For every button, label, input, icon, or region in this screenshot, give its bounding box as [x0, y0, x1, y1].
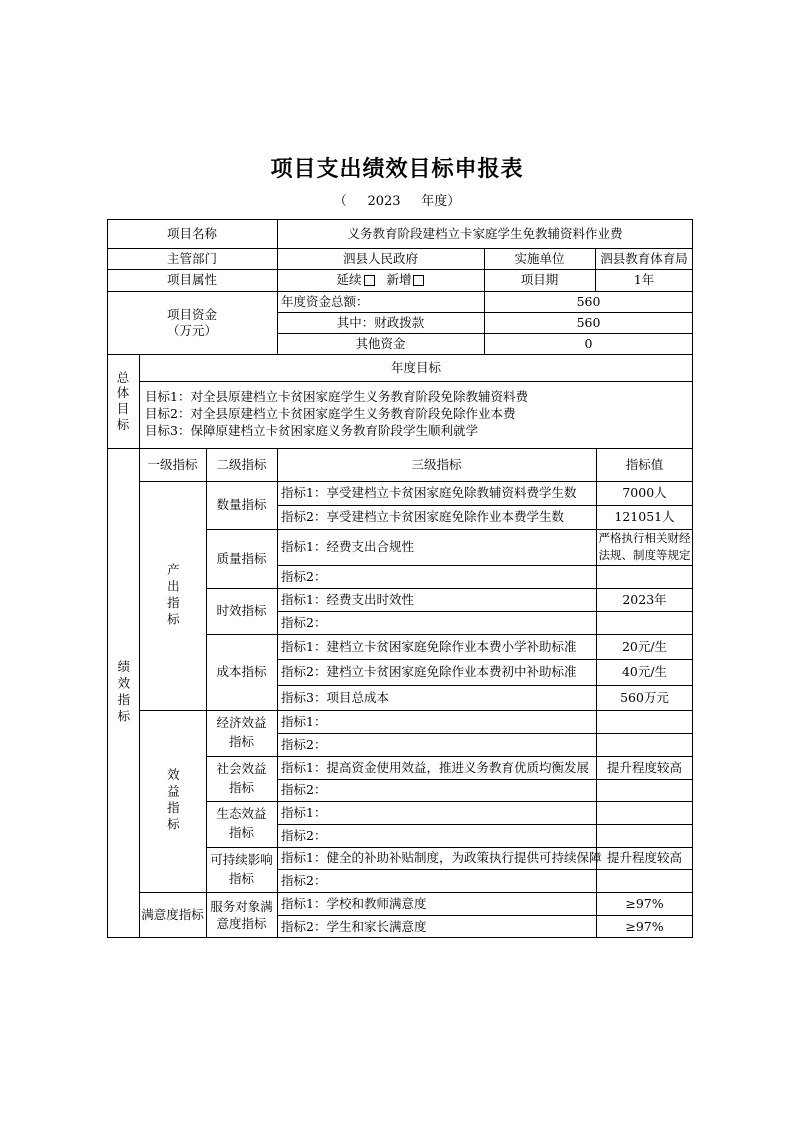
level1-satisfaction: 满意度指标: [141, 907, 204, 923]
other-funds-value: 0: [584, 335, 593, 351]
attribute-label: 项目属性: [166, 272, 217, 288]
indicator-text: 指标1：: [281, 713, 327, 729]
goal-item: 目标2：对全县原建档立卡贫困家庭学生义务教育阶段免除作业本费: [145, 406, 516, 422]
indicator-text: 指标2：: [281, 782, 327, 798]
perf-label-text: 绩效指标: [115, 660, 131, 726]
indicator-value: [596, 611, 693, 634]
indicator-value: [596, 801, 693, 824]
indicator-text: 指标1：学校和教师满意度: [281, 895, 427, 911]
indicator-text: 指标1：经费支出时效性: [281, 591, 414, 607]
page-title: 项目支出绩效目标申报表: [270, 156, 524, 182]
indicator-text: 指标1：经费支出合规性: [281, 539, 414, 555]
checkbox-new: [413, 275, 424, 286]
period-label: 项目期: [520, 272, 559, 288]
indicator-value: 40元/生: [621, 664, 668, 680]
indicator-text: 指标2：: [281, 872, 327, 888]
indicator-value: 7000人: [622, 485, 667, 501]
indicator-value: 严格执行相关财经法规、制度等规定: [598, 530, 691, 562]
indicator-value: 提升程度较高: [606, 759, 682, 775]
fiscal-label: 其中：财政拨款: [336, 314, 425, 330]
year-value: 2023: [367, 194, 401, 209]
level2-quality: 质量指标: [216, 550, 267, 566]
report-table: [107, 219, 693, 938]
level1-header: 一级指标: [147, 456, 198, 472]
year-open: （: [333, 194, 347, 209]
level2-sustainable: 可持续影响指标: [210, 851, 273, 886]
value-header: 指标值: [625, 456, 664, 472]
goal-list: [139, 381, 693, 448]
indicator-value: 560万元: [620, 689, 669, 705]
funds-label: [107, 291, 277, 354]
indicator-text: 指标1：建档立卡贫困家庭免除作业本费小学补助标准: [281, 638, 577, 654]
level3-header: 三级指标: [411, 456, 462, 472]
goal-item: 目标3：保障原建档立卡贫困家庭义务教育阶段学生顺利就学: [145, 422, 478, 438]
other-funds-label: 其他资金: [355, 335, 406, 351]
indicator-value: 2023年: [622, 591, 667, 607]
indicator-text: 指标1：: [281, 804, 327, 820]
indicator-value: 20元/生: [621, 638, 668, 654]
level1-benefit: [139, 710, 206, 892]
indicator-text: 指标1：提高资金使用效益，推进义务教育优质均衡发展: [281, 759, 589, 775]
indicator-value: [596, 869, 693, 892]
funds-unit: （万元）: [166, 322, 217, 338]
fiscal-value: 560: [576, 314, 601, 330]
project-name-value: 义务教育阶段建档立卡家庭学生免教辅资料作业费: [347, 225, 623, 241]
annual-total-label: 年度资金总额：: [281, 293, 369, 309]
level2-ecological: 生态效益指标: [216, 806, 267, 840]
indicator-value: 提升程度较高: [606, 850, 682, 866]
indicator-text: 指标1：健全的补助补贴制度，为政策执行提供可持续保障: [281, 850, 602, 866]
impl-unit-value: 泗县教育体育局: [600, 250, 688, 266]
attribute-value: [277, 269, 484, 291]
indicator-text: 指标2：: [281, 736, 327, 752]
level2-social: 社会效益指标: [216, 760, 267, 795]
impl-unit-label: 实施单位: [514, 250, 565, 266]
level2-economic: 经济效益指标: [216, 715, 267, 749]
indicator-value: 121051人: [614, 509, 675, 525]
level1-benefit-text: 效益指标: [165, 768, 181, 834]
project-name-label: 项目名称: [166, 225, 217, 241]
perf-label: [107, 448, 139, 938]
indicator-text: 指标2：建档立卡贫困家庭免除作业本费初中补助标准: [281, 664, 577, 680]
annual-goal-label: 年度目标: [390, 359, 441, 375]
checkbox-continue: [364, 275, 375, 286]
indicator-value: [596, 710, 693, 733]
level2-quantity: 数量指标: [216, 497, 267, 513]
department-value: 泗县人民政府: [342, 250, 418, 266]
goal-item: 目标1：对全县原建档立卡贫困家庭学生义务教育阶段免除教辅资料费: [145, 389, 528, 405]
indicator-text: 指标2：: [281, 614, 327, 630]
overall-goal-label: 总体目标: [116, 369, 130, 432]
level1-output: [139, 481, 206, 710]
level2-cost: 成本指标: [216, 664, 267, 680]
indicator-value: [596, 824, 693, 847]
indicator-text: 指标1：享受建档立卡贫困家庭免除教辅资料费学生数: [281, 485, 577, 501]
indicator-text: 指标2：享受建档立卡贫困家庭免除作业本费学生数: [281, 509, 564, 525]
indicator-value: ≥97%: [625, 895, 664, 911]
indicator-value: [596, 565, 693, 588]
department-label: 主管部门: [166, 250, 217, 266]
year-close: 年度）: [421, 194, 461, 209]
period-value: 1年: [633, 272, 655, 288]
level2-service: 服务对象满意度指标: [210, 898, 273, 931]
indicator-value: [596, 779, 693, 801]
indicator-text: 指标3：项目总成本: [281, 689, 389, 705]
indicator-value: [596, 733, 693, 756]
level2-time: 时效指标: [216, 603, 267, 619]
indicator-text: 指标2：: [281, 568, 327, 584]
level1-output-text: 产出指标: [165, 562, 181, 629]
annual-total-value: 560: [576, 293, 601, 309]
funds-title: 项目资金: [166, 306, 217, 322]
attr-new: 新增: [386, 272, 412, 288]
indicator-text: 指标2：: [281, 827, 327, 843]
year-line: [0, 190, 794, 209]
attr-continue: 延续: [336, 272, 362, 288]
level2-header: 二级指标: [216, 456, 267, 472]
indicator-text: 指标2：学生和家长满意度: [281, 918, 427, 934]
indicator-value: ≥97%: [625, 918, 664, 934]
